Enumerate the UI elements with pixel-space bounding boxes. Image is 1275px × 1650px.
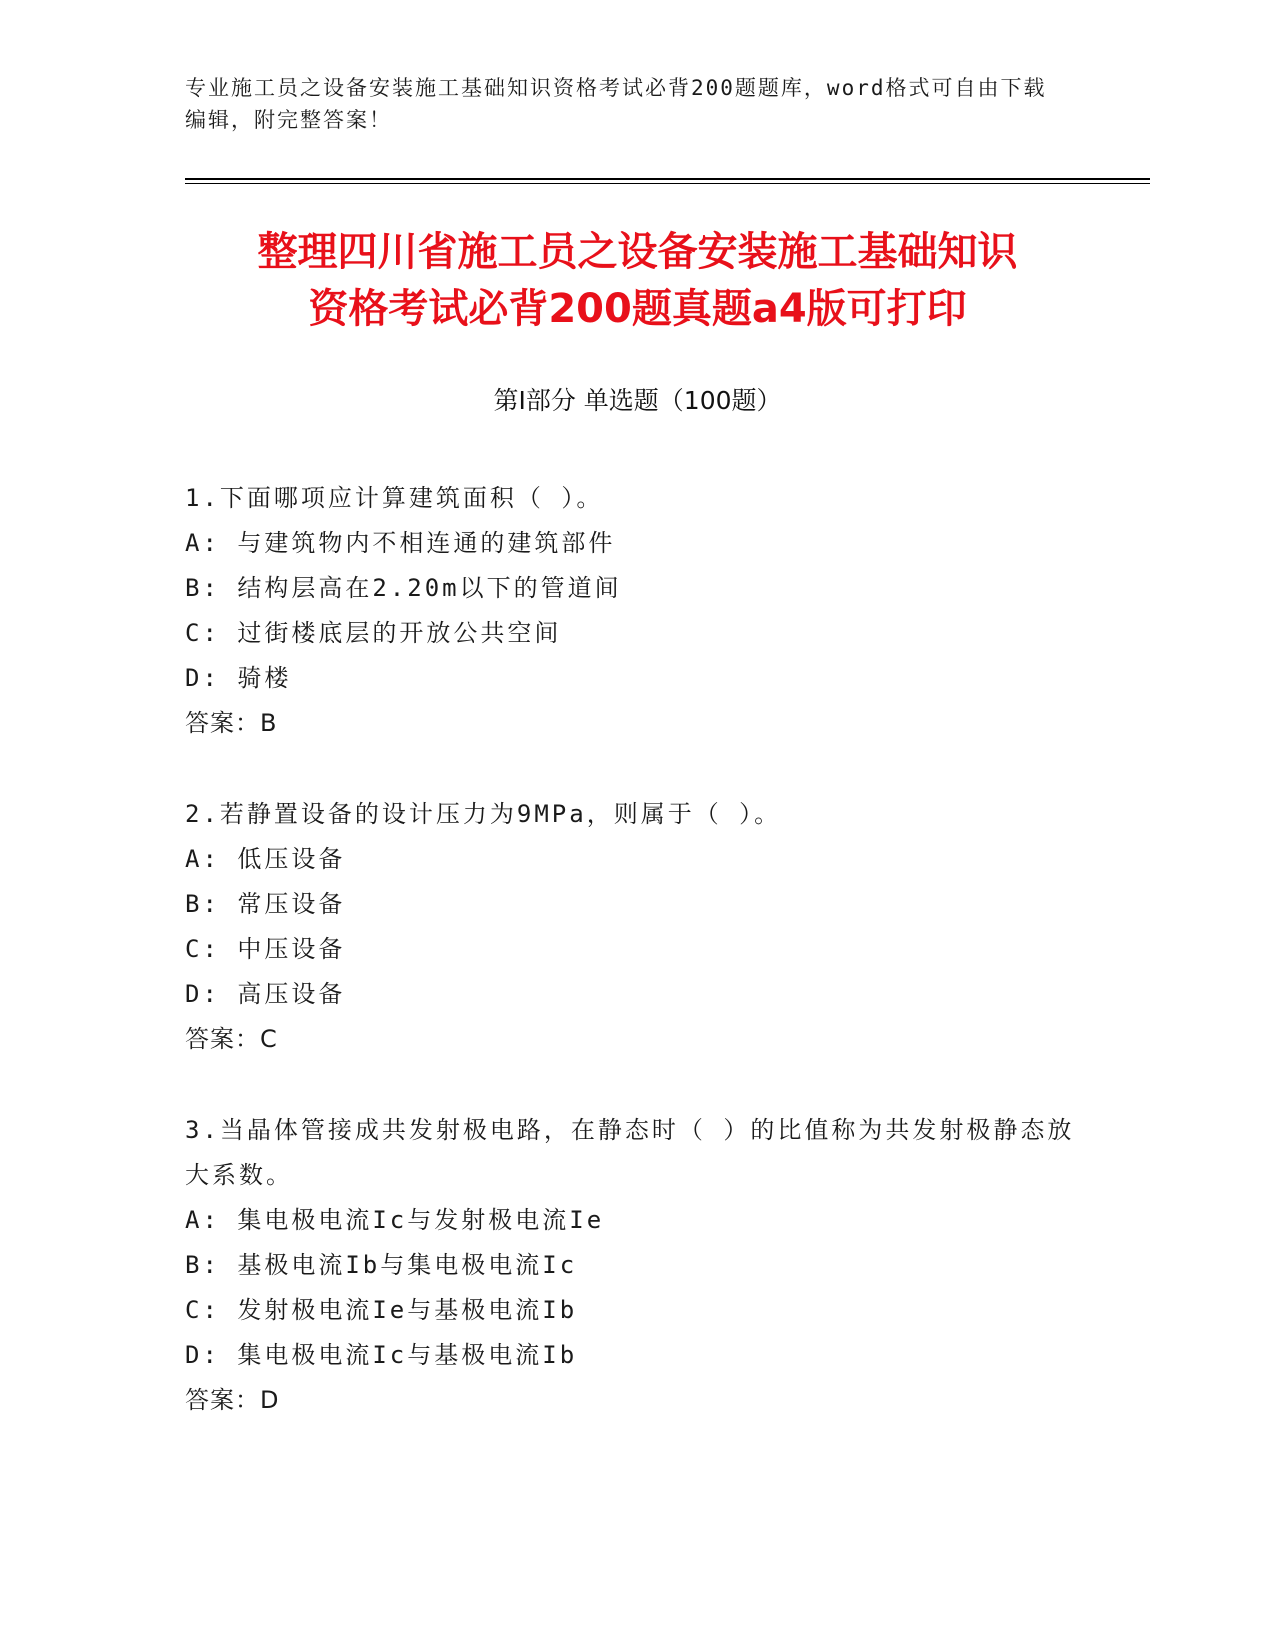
question-3 (185, 1108, 1085, 1423)
answer: 答案：B (185, 709, 278, 737)
option-c: C: 过街楼底层的开放公共空间 (185, 619, 562, 647)
question-stem: 3.当晶体管接成共发射极电路，在静态时（ ）的比值称为共发射极静态放大系数。 (185, 1116, 1075, 1189)
header-rule-thick (185, 178, 1150, 180)
title-line-1: 整理四川省施工员之设备安装施工基础知识 (257, 229, 1018, 275)
option-d: D: 高压设备 (185, 980, 346, 1008)
option-d: D: 骑楼 (185, 664, 292, 692)
option-c: C: 发射极电流Ie与基极电流Ib (185, 1296, 578, 1324)
question-list (185, 476, 1085, 1469)
option-b: B: 常压设备 (185, 890, 346, 918)
option-b: B: 基极电流Ib与集电极电流Ic (185, 1251, 578, 1279)
title-line-2: 资格考试必背200题真题a4版可打印 (308, 286, 967, 332)
header-note: 专业施工员之设备安装施工基础知识资格考试必背200题题库，word格式可自由下载编辑，附完整答案！ (185, 76, 1047, 132)
question-2 (185, 792, 1085, 1062)
option-a: A: 低压设备 (185, 845, 346, 873)
option-a: A: 集电极电流Ic与发射极电流Ie (185, 1206, 605, 1234)
document-title (150, 224, 1125, 338)
header-rule-thin (185, 183, 1150, 184)
option-c: C: 中压设备 (185, 935, 346, 963)
question-1 (185, 476, 1085, 746)
answer: 答案：C (185, 1025, 278, 1053)
question-stem: 2.若静置设备的设计压力为9MPa，则属于（ ）。 (185, 800, 782, 828)
section-heading: 第Ⅰ部分 单选题（100题） (493, 386, 782, 415)
option-b: B: 结构层高在2.20m以下的管道间 (185, 574, 622, 602)
question-stem: 1.下面哪项应计算建筑面积（ ）。 (185, 484, 604, 512)
option-d: D: 集电极电流Ic与基极电流Ib (185, 1341, 578, 1369)
option-a: A: 与建筑物内不相连通的建筑部件 (185, 529, 616, 557)
answer: 答案：D (185, 1386, 280, 1414)
